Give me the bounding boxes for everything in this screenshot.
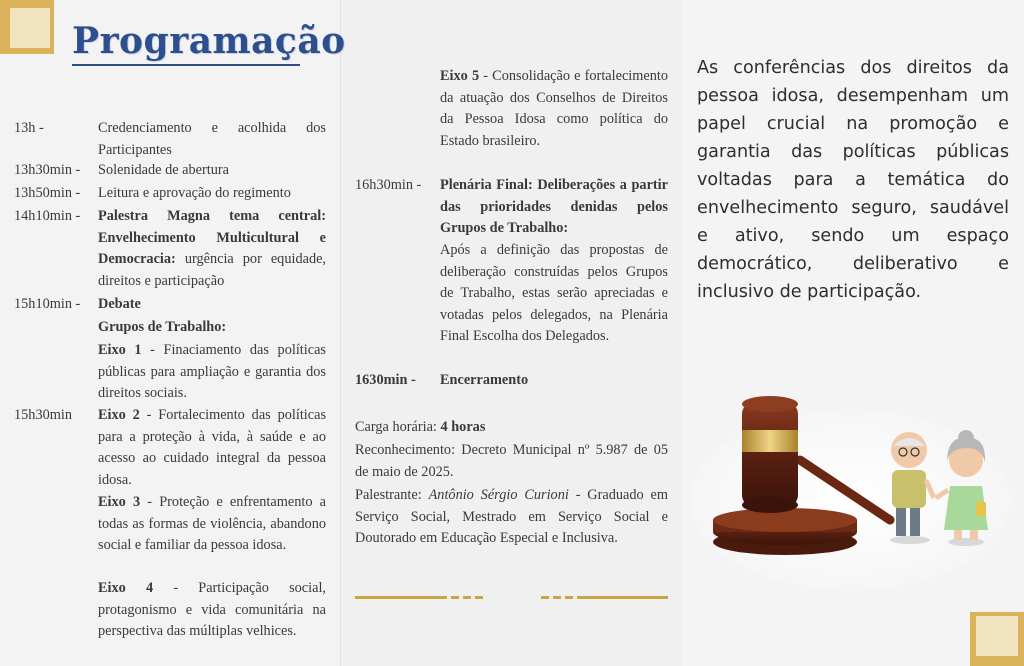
title-underline [72,64,300,66]
reconhecimento: Reconhecimento: Decreto Municipal nº 5.987 de 05 de maio de 2025. [355,442,668,480]
palestrante [355,485,668,550]
eixo-5-item [440,66,668,152]
time-label: 16h30min - [355,177,422,193]
time-label: 15h30min [14,407,72,423]
eixo-text: - Finaciamento das políticas públicas para ampliação e garantia dos direitos sociais. [98,342,326,401]
decorative-dash [541,596,549,599]
time-label: 13h30min - [14,162,81,178]
gavel-elderly-illustration [690,380,1010,590]
schedule-item: Grupos de Trabalho: [98,319,227,335]
time-label: 14h10min - [14,208,81,224]
eixo-label: Eixo 2 [98,407,140,423]
decorative-dash [475,596,483,599]
carga-value: 4 horas [440,419,486,435]
decorative-dash [463,596,471,599]
decorative-dash [565,596,573,599]
palestrante-label: Palestrante: [355,487,422,503]
schedule-item [98,340,326,405]
encerramento-label: Encerramento [440,372,529,388]
schedule-item: Solenidade de abertura [98,162,229,178]
decorative-line [577,596,668,599]
decorative-line [355,596,447,599]
decorative-dash [553,596,561,599]
corner-decoration-inner [976,616,1018,656]
plenaria-title: Plenária Final: Deliberações a partir das prioridades denidas pelos Grupos de Trabalho: [440,177,668,236]
schedule-item: Credenciamento e acolhida dos Participantes [98,120,326,158]
schedule-item-title: Palestra Magna tema central: Envelhecimento Multicultural e Democracia: [98,208,326,267]
eixo-text: - Participação social, protagonismo e vida comunitária na perspectiva das múltiplas velhices. [98,580,326,639]
eixo-label: Eixo 3 [98,494,141,510]
eixo-label: Eixo 5 [440,68,480,84]
page-title: Programação [72,20,346,62]
schedule-item [98,206,326,292]
time-label: 15h10min - [14,296,81,312]
eixo-label: Eixo 4 [98,580,154,596]
schedule-item-text: urgência por equidade, direitos e participação [98,251,327,289]
schedule-item [98,405,326,491]
corner-decoration-inner [10,8,50,48]
gavel-head [742,396,798,513]
schedule-item: Debate [98,296,141,312]
intro-paragraph: As conferências dos direitos da pessoa idosa, desempenham um papel crucial na promoção e garantia das políticas públicas voltadas para a temática do envelhecimento seguro, saudável e ativo, sendo um espaço democrático, deliberativo e inclusivo de participação. [697,58,1009,302]
schedule-item [98,578,326,643]
plenaria-text: Após a definição das propostas de deliberação construídas pelos Grupos de Trabalho, estas serão apreciadas e votadas pelos delegados, na Plenária Final Escolha dos Delegados. [440,242,668,344]
schedule-item: Leitura e aprovação do regimento [98,185,291,201]
time-label: 13h - [14,120,44,136]
palestrante-desc: - Graduado em Serviço Social, Mestrado em Serviço Social e Doutorado em Educação Especial e Inclusiva. [355,487,668,546]
carga-label: Carga horária: [355,419,437,435]
carga-horaria [355,417,668,439]
eixo-text: - Fortalecimento das políticas para a proteção à vida, à saúde e ao acesso ao cuidado integral da pessoa idosa. [98,407,327,488]
time-label: 1630min - [355,372,416,388]
palestrante-name: Antônio Sérgio Curioni [428,487,569,503]
time-label: 13h50min - [14,185,81,201]
schedule-item [98,492,326,557]
eixo-label: Eixo 1 [98,342,142,358]
eixo-text: - Consolidação e fortalecimento da atuação dos Conselhos de Direitos da Pessoa Idosa como política do Estado brasileiro. [440,68,669,149]
eixo-text: - Proteção e enfrentamento a todas as formas de violência, abandono social e familiar da pessoa idosa. [98,494,326,553]
decorative-dash [451,596,459,599]
